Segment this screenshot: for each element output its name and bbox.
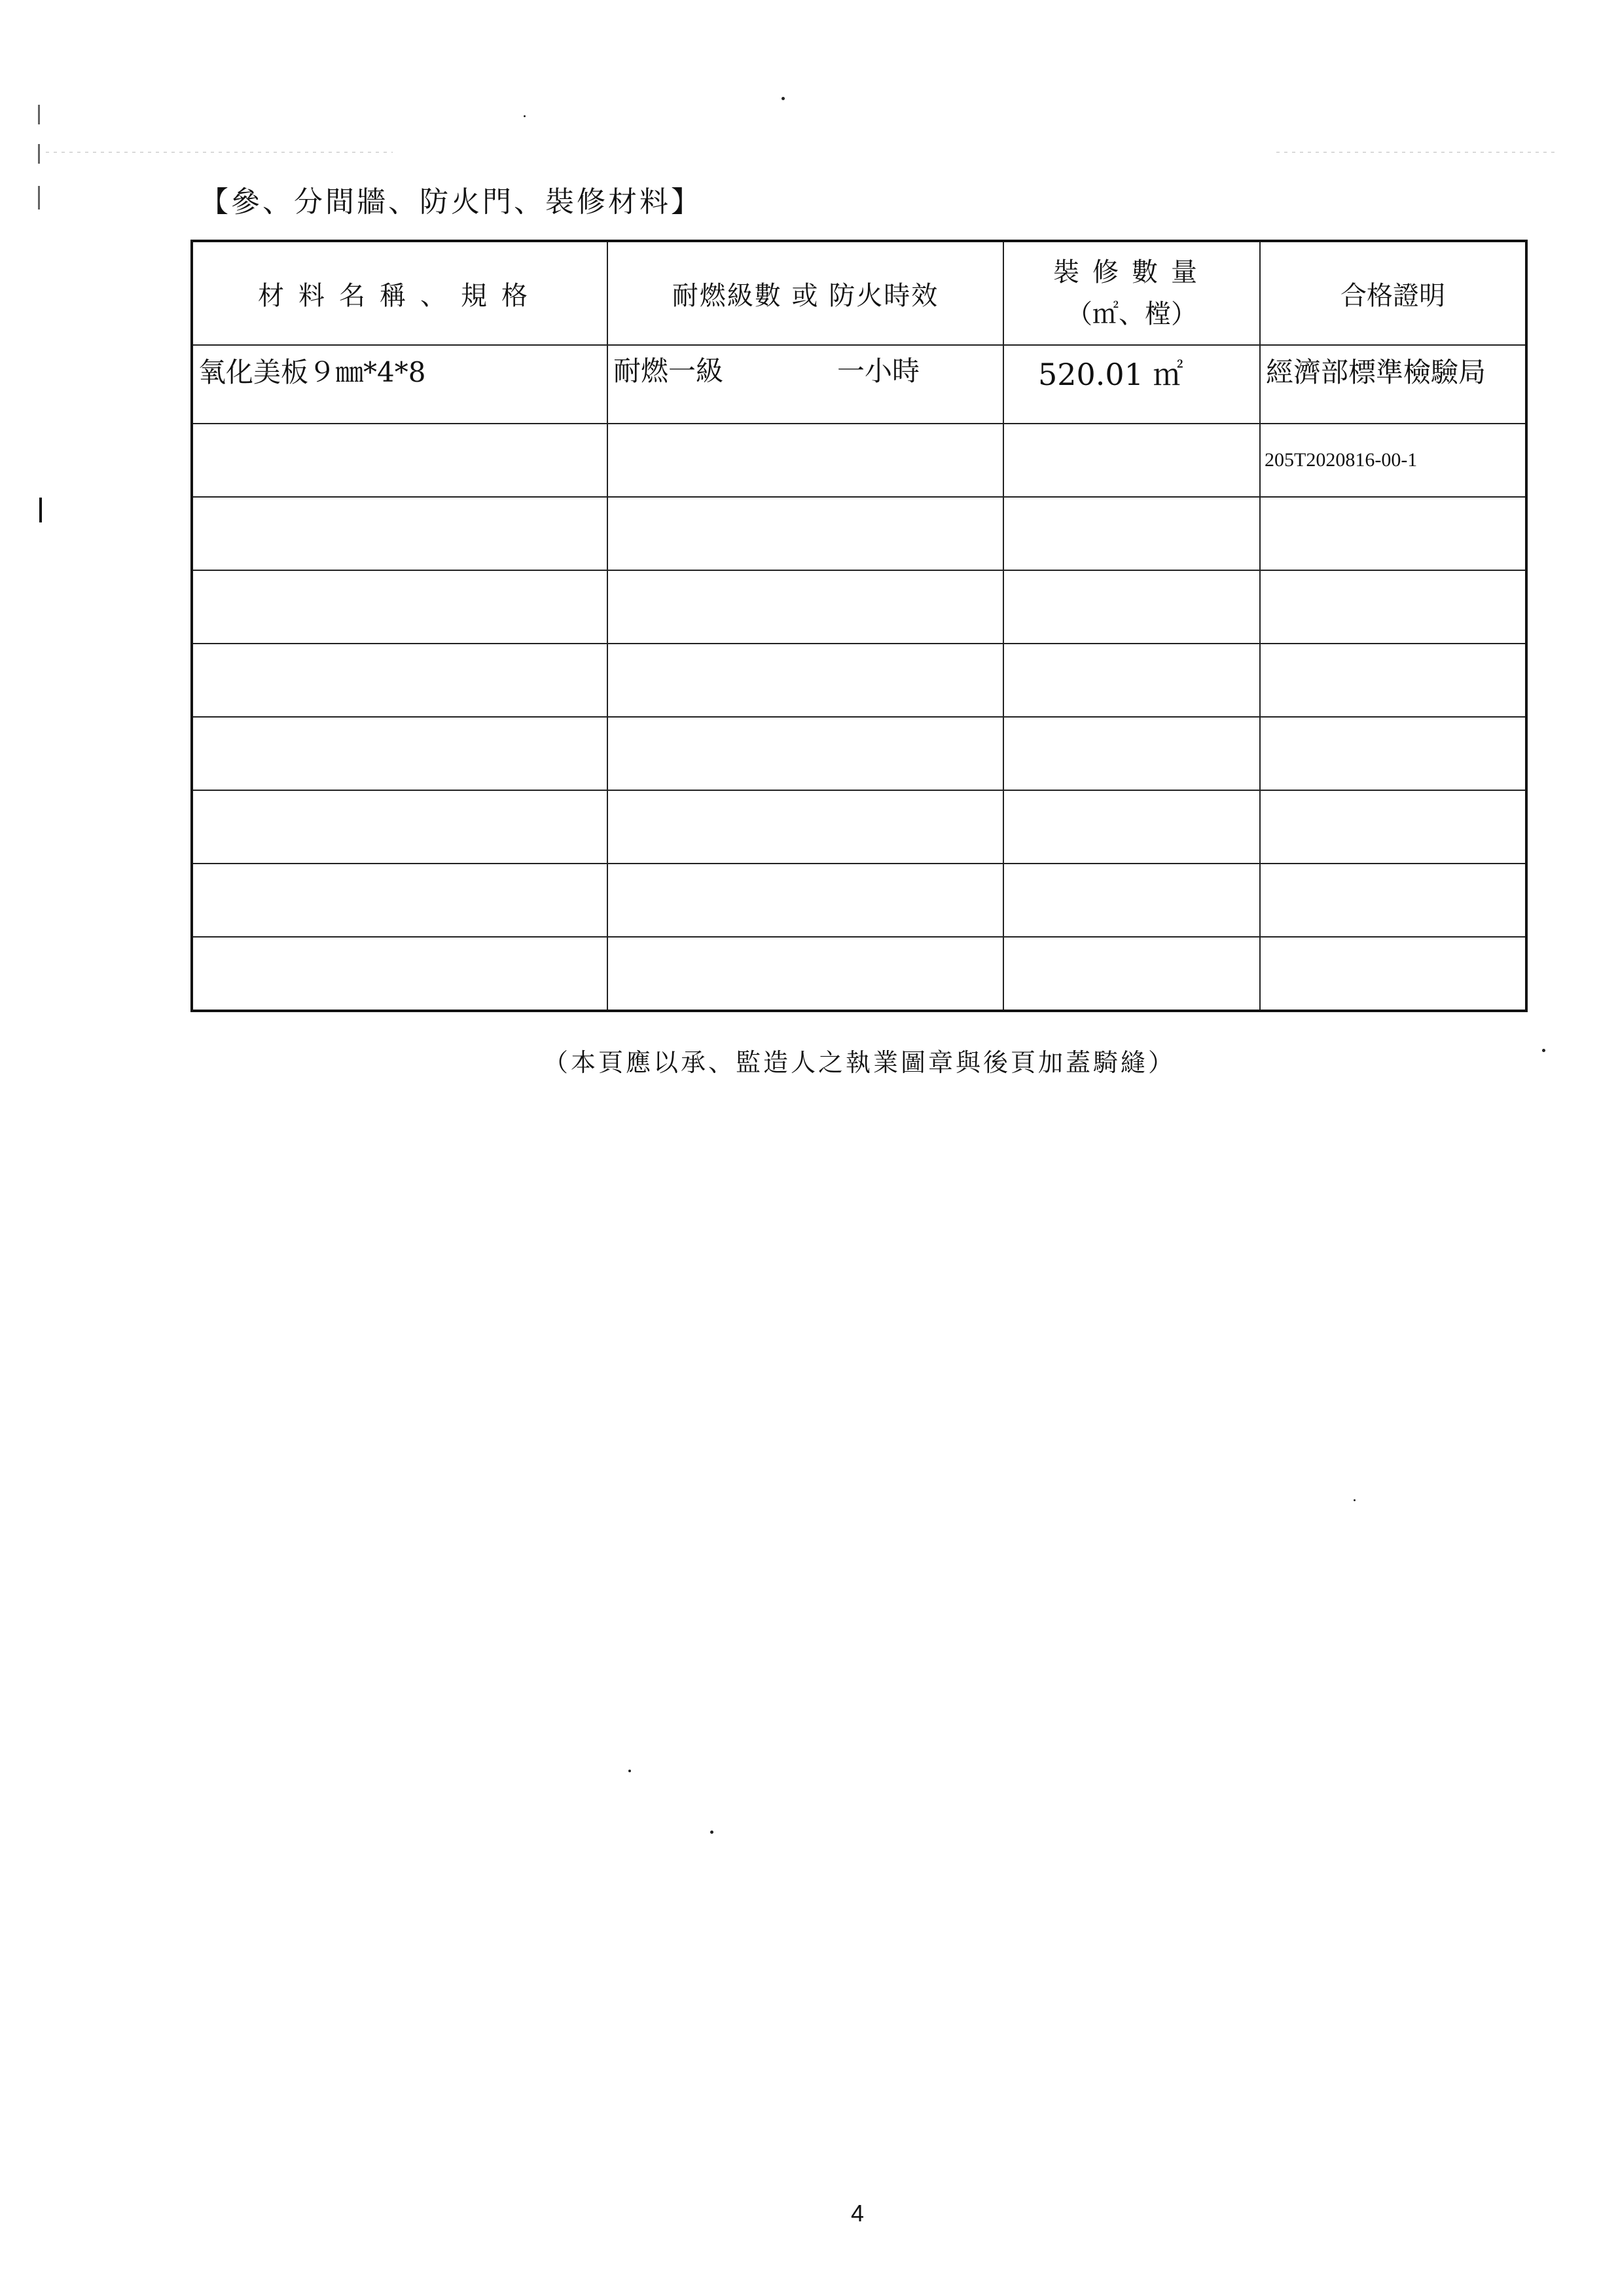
certificate-cell: 經濟部標準檢驗局 xyxy=(1260,345,1526,424)
scan-speck xyxy=(1354,1499,1356,1501)
header-quantity: 裝修數量 （㎡、樘） xyxy=(1003,241,1260,345)
material-cell xyxy=(192,424,607,497)
fire-rating-cell xyxy=(607,424,1003,497)
empty-cell xyxy=(1003,644,1260,717)
empty-cell xyxy=(192,497,607,570)
empty-cell xyxy=(1003,570,1260,644)
table-row xyxy=(192,644,1526,717)
table-row xyxy=(192,717,1526,790)
empty-cell xyxy=(607,644,1003,717)
empty-cell xyxy=(192,790,607,864)
empty-cell xyxy=(1260,570,1526,644)
quantity-cell xyxy=(1003,424,1260,497)
empty-cell xyxy=(1003,864,1260,937)
scan-speck xyxy=(1542,1049,1545,1052)
scan-speck xyxy=(710,1831,713,1834)
table-row xyxy=(192,937,1526,1011)
table-row xyxy=(192,345,1526,424)
fire-duration-value: 一小時 xyxy=(837,355,920,387)
fire-rating-cell xyxy=(607,345,1003,424)
seal-footnote: （本頁應以承、監造人之執業圖章與後頁加蓋騎縫） xyxy=(543,1048,1176,1077)
empty-cell xyxy=(1003,717,1260,790)
table-row xyxy=(192,570,1526,644)
header-material-name: 材料名稱、規格 xyxy=(192,241,607,345)
scan-edge-marks xyxy=(38,105,40,236)
certificate-number-cell: 205T2020816-00-1 xyxy=(1260,424,1526,497)
empty-cell xyxy=(1003,790,1260,864)
empty-cell xyxy=(1260,864,1526,937)
empty-cell xyxy=(1260,717,1526,790)
scan-speck xyxy=(524,115,526,117)
table-row xyxy=(192,790,1526,864)
scan-speck xyxy=(782,97,785,100)
empty-cell xyxy=(1260,644,1526,717)
scan-edge-mark xyxy=(39,498,42,522)
scan-line-right xyxy=(1276,152,1558,153)
empty-cell xyxy=(192,570,607,644)
table-row xyxy=(192,864,1526,937)
empty-cell xyxy=(1260,790,1526,864)
empty-cell xyxy=(607,717,1003,790)
material-cell: 氧化美板９㎜*4*8 xyxy=(192,345,607,424)
table-header-row xyxy=(192,241,1526,345)
empty-cell xyxy=(192,717,607,790)
scan-speck xyxy=(628,1770,631,1772)
empty-cell xyxy=(1003,937,1260,1011)
empty-cell xyxy=(192,644,607,717)
empty-cell xyxy=(607,790,1003,864)
empty-cell xyxy=(192,864,607,937)
empty-cell xyxy=(1260,937,1526,1011)
empty-cell xyxy=(192,937,607,1011)
section-title: 【參、分間牆、防火門、裝修材料】 xyxy=(200,185,702,219)
empty-cell xyxy=(1003,497,1260,570)
empty-cell xyxy=(607,937,1003,1011)
scan-line-left xyxy=(46,152,393,153)
table-row xyxy=(192,424,1526,497)
empty-cell xyxy=(607,570,1003,644)
fire-rating-value: 耐燃一級 xyxy=(613,355,724,387)
page-number: 4 xyxy=(851,2200,865,2227)
header-certificate: 合格證明 xyxy=(1260,241,1526,345)
empty-cell xyxy=(607,497,1003,570)
empty-cell xyxy=(607,864,1003,937)
empty-cell xyxy=(1260,497,1526,570)
quantity-cell: 520.01 ㎡ xyxy=(1003,345,1260,424)
table-row xyxy=(192,497,1526,570)
materials-table xyxy=(190,240,1528,1012)
header-fire-rating: 耐燃級數 或 防火時效 xyxy=(607,241,1003,345)
